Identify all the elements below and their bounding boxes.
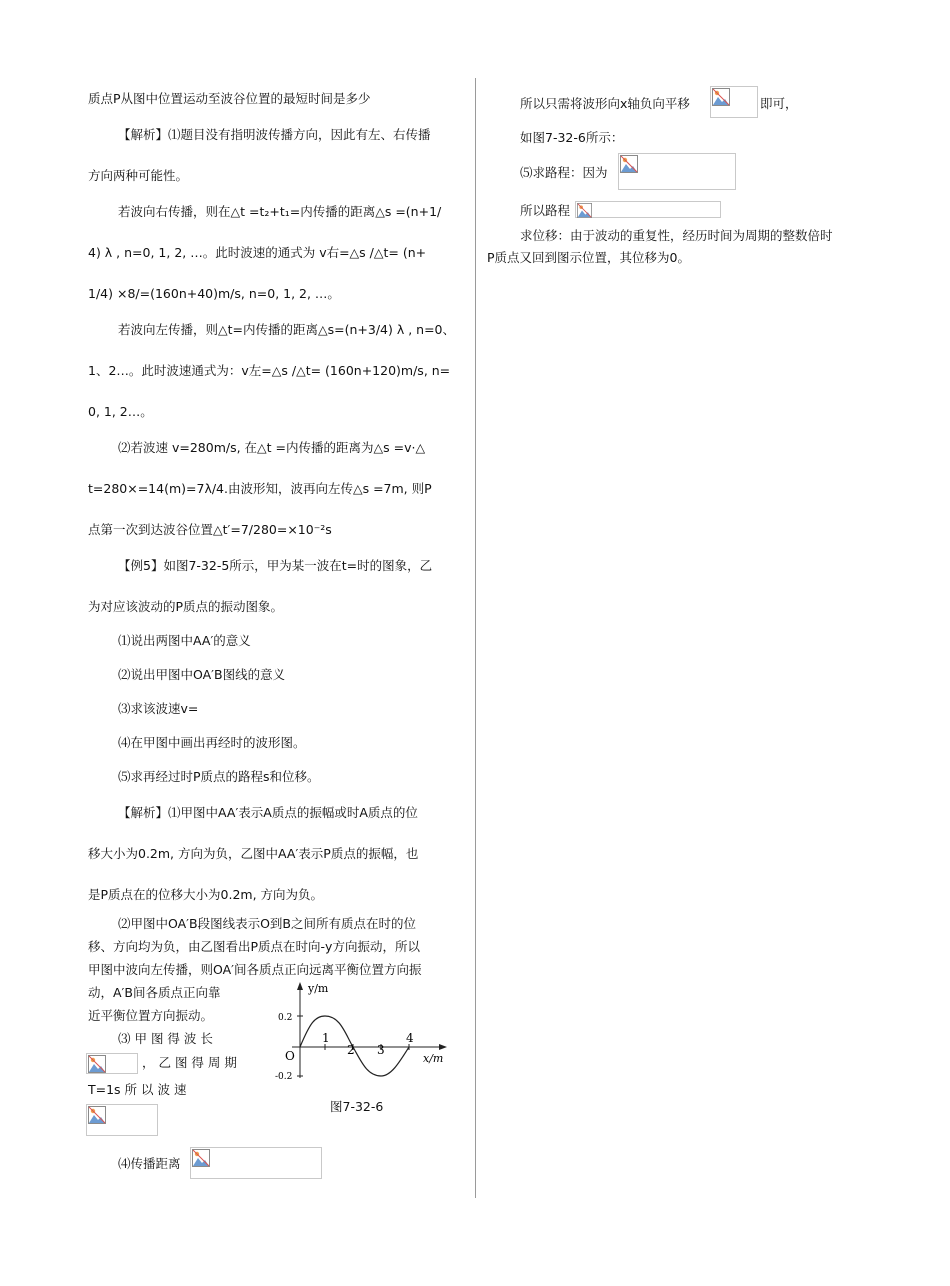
broken-image-placeholder: [190, 1147, 322, 1179]
text-line: 如图7-32-6所示：: [520, 130, 624, 145]
broken-image-placeholder: [86, 1104, 158, 1136]
text-line: ⑷传播距离: [118, 1156, 181, 1171]
wave-graph: [270, 978, 455, 1090]
text-line: 动，A′B间各质点正向靠: [88, 985, 221, 1000]
text-line: 移大小为0.2m, 方向为负，乙图中AA′表示P质点的振幅，也: [88, 846, 419, 861]
broken-image-placeholder: [710, 86, 758, 118]
text-line: 方向两种可能性。: [88, 168, 189, 183]
text-line: 4) λ , n=0, 1, 2, …。此时波速的通式为 v右=△s /△t= (n+: [88, 245, 427, 260]
text-line: 求位移：由于波动的重复性，经历时间为周期的整数倍时: [520, 228, 833, 243]
text-line: 近平衡位置方向振动。: [88, 1008, 214, 1023]
text-line: 【解析】⑴题目没有指明波传播方向，因此有左、右传播: [118, 127, 431, 142]
question-item: ⑷在甲图中画出再经时的波形图。: [118, 735, 306, 750]
text-line: 【例5】如图7-32-5所示，甲为某一波在t=时的图象，乙: [118, 558, 433, 573]
broken-image-placeholder: [575, 201, 721, 218]
text-line: 1/4) ×8/=(160n+40)m/s, n=0, 1, 2, …。: [88, 286, 340, 301]
text-line: ， 乙 图 得 周 期: [142, 1055, 237, 1070]
broken-image-icon: [620, 155, 638, 173]
text-line: 移、方向均为负，由乙图看出P质点在时向-y方向振动，所以: [88, 939, 420, 954]
question-item: ⑴说出两图中AA′的意义: [118, 633, 251, 648]
text-line: 点第一次到达波谷位置△t′=7/280=×10⁻²s: [88, 522, 332, 537]
question-item: ⑶求该波速v=: [118, 701, 199, 716]
broken-image-icon: [88, 1055, 106, 1073]
text-line: t=280×=14(m)=7λ/4.由波形知，波再向左传△s =7m, 则P: [88, 481, 432, 496]
broken-image-icon: [577, 203, 592, 218]
y-axis-label: y/m: [308, 982, 329, 995]
column-divider: [475, 78, 476, 1198]
text-line: ⑵若波速 v=280m/s, 在△t =内传播的距离为△s =v·△: [118, 440, 426, 455]
x-axis-arrow: [439, 1044, 447, 1050]
origin-label: O: [285, 1049, 295, 1063]
broken-image-icon: [88, 1106, 106, 1124]
question-item: ⑵说出甲图中OA′B图线的意义: [118, 667, 286, 682]
text-line: ⑸求路程：因为: [520, 165, 608, 180]
y-axis-arrow: [297, 982, 303, 990]
broken-image-placeholder: [86, 1053, 138, 1074]
text-line: 若波向右传播，则在△t =t₂+t₁=内传播的距离△s =(n+1/: [118, 204, 442, 219]
broken-image-placeholder: [618, 153, 736, 190]
text-line: 为对应该波动的P质点的振动图象。: [88, 599, 284, 614]
x-tick-label: 2: [347, 1043, 355, 1057]
text-line: 质点P从图中位置运动至波谷位置的最短时间是多少: [88, 91, 371, 106]
text-line: 0, 1, 2…。: [88, 404, 153, 419]
text-line: 即可，: [760, 96, 798, 111]
x-tick-label: 1: [322, 1031, 330, 1045]
text-line: 是P质点在的位移大小为0.2m, 方向为负。: [88, 887, 324, 902]
y-tick-label: 0.2: [278, 1013, 293, 1023]
text-line: 1、2…。此时波速通式为：v左=△s /△t= (160n+120)m/s, n=: [88, 363, 451, 378]
text-line: 【解析】⑴甲图中AA′表示A质点的振幅或时A质点的位: [118, 805, 418, 820]
figure-caption: 图7-32-6: [330, 1099, 384, 1114]
x-tick-label: 3: [377, 1043, 385, 1057]
x-tick-label: 4: [406, 1031, 414, 1045]
text-line: T=1s 所 以 波 速: [88, 1082, 187, 1097]
text-line: 甲图中波向左传播，则OA′间各质点正向远离平衡位置方向振: [88, 962, 422, 977]
text-line: 所以路程: [520, 203, 571, 218]
text-line: ⑶ 甲 图 得 波 长: [118, 1031, 213, 1046]
text-line: 若波向左传播，则△t=内传播的距离△s=(n+3/4) λ , n=0、: [118, 322, 455, 337]
x-axis-label: x/m: [423, 1052, 444, 1065]
broken-image-icon: [192, 1149, 210, 1167]
text-line: 所以只需将波形向x轴负向平移: [520, 96, 690, 111]
question-item: ⑸求再经过时P质点的路程s和位移。: [118, 769, 320, 784]
text-line: ⑵甲图中OA′B段图线表示O到B之间所有质点在时的位: [118, 916, 416, 931]
broken-image-icon: [712, 88, 730, 106]
text-line: P质点又回到图示位置，其位移为0。: [487, 250, 690, 265]
y-tick-label: -0.2: [275, 1072, 293, 1082]
